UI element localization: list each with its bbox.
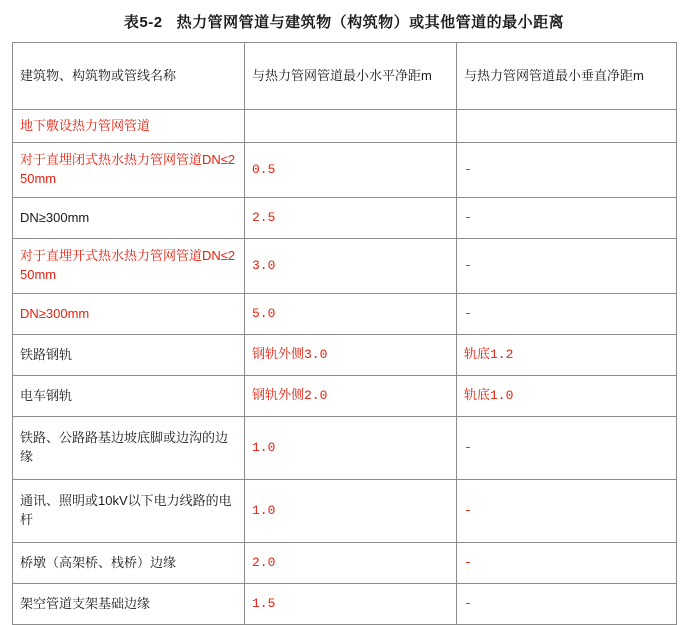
row-horizontal-value: 0.5	[252, 161, 276, 177]
row-name-text: 通讯、照明或10kV以下电力线路的电杆	[20, 493, 232, 527]
table-title-text: 热力管网管道与建筑物（构筑物）或其他管道的最小距离	[176, 14, 565, 31]
row-vertical-value: 轨底1.2	[464, 346, 514, 362]
table-row	[13, 239, 677, 294]
row-name-cell	[13, 294, 245, 335]
row-vertical-cell	[457, 335, 677, 376]
row-name-text: 桥墩（高架桥、栈桥）边缘	[20, 554, 177, 570]
row-vertical-cell	[457, 143, 677, 198]
row-vertical-cell	[457, 417, 677, 480]
row-horizontal-value: 1.0	[252, 439, 276, 455]
table-row	[13, 543, 677, 584]
row-name-cell	[13, 198, 245, 239]
row-horizontal-cell	[245, 335, 457, 376]
row-horizontal-cell	[245, 294, 457, 335]
row-vertical-cell	[457, 584, 677, 625]
table-row	[13, 335, 677, 376]
row-horizontal-value: 钢轨外侧2.0	[252, 387, 328, 403]
table-number: 表5-2	[123, 14, 163, 31]
row-name-text: 铁路、公路路基边坡底脚或边沟的边缘	[20, 430, 229, 464]
row-name-cell	[13, 143, 245, 198]
row-vertical-cell	[457, 480, 677, 543]
row-horizontal-value: 5.0	[252, 305, 276, 321]
table-header-row	[13, 43, 677, 110]
table-row	[13, 480, 677, 543]
row-name-cell	[13, 584, 245, 625]
table-row	[13, 417, 677, 480]
row-vertical-cell	[457, 110, 677, 143]
row-vertical-cell	[457, 198, 677, 239]
row-name-cell	[13, 239, 245, 294]
row-vertical-value: -	[464, 502, 472, 518]
column-header-name: 建筑物、构筑物或管线名称	[13, 43, 245, 110]
row-name-cell	[13, 480, 245, 543]
row-vertical-value: -	[464, 161, 472, 177]
table-row	[13, 143, 677, 198]
row-name-text: 架空管道支架基础边缘	[20, 595, 151, 611]
row-name-text: 地下敷设热力管网管道	[20, 117, 151, 133]
row-vertical-value: -	[464, 305, 472, 321]
row-name-text: DN≥300mm	[20, 305, 90, 321]
table-row	[13, 376, 677, 417]
distance-table	[12, 42, 677, 625]
row-vertical-value: -	[464, 209, 472, 225]
row-name-text: DN≥300mm	[20, 209, 90, 225]
row-horizontal-cell	[245, 584, 457, 625]
page-title	[12, 0, 676, 42]
row-name-cell	[13, 376, 245, 417]
row-vertical-cell	[457, 543, 677, 584]
row-horizontal-cell	[245, 480, 457, 543]
row-vertical-cell	[457, 376, 677, 417]
row-name-text: 对于直埋闭式热水热力管网管道DN≤250mm	[20, 152, 236, 186]
row-horizontal-value: 2.0	[252, 554, 276, 570]
table-row	[13, 110, 677, 143]
row-vertical-cell	[457, 294, 677, 335]
row-vertical-cell	[457, 239, 677, 294]
column-header-vertical: 与热力管网管道最小垂直净距m	[457, 43, 677, 110]
row-horizontal-cell	[245, 417, 457, 480]
row-horizontal-value: 2.5	[252, 209, 276, 225]
row-horizontal-cell	[245, 110, 457, 143]
row-horizontal-value: 3.0	[252, 257, 276, 273]
row-horizontal-value: 1.0	[252, 502, 276, 518]
row-vertical-value: -	[464, 595, 472, 611]
row-horizontal-cell	[245, 198, 457, 239]
row-horizontal-value: 1.5	[252, 595, 276, 611]
table-row	[13, 198, 677, 239]
row-name-text: 铁路钢轨	[20, 346, 73, 362]
row-vertical-value: -	[464, 439, 472, 455]
row-name-cell	[13, 417, 245, 480]
row-horizontal-cell	[245, 376, 457, 417]
row-vertical-value: -	[464, 554, 472, 570]
row-name-cell	[13, 543, 245, 584]
row-name-text: 对于直埋开式热水热力管网管道DN≤250mm	[20, 248, 236, 282]
row-vertical-value: 轨底1.0	[464, 387, 514, 403]
row-horizontal-cell	[245, 239, 457, 294]
row-horizontal-value: 钢轨外侧3.0	[252, 346, 328, 362]
row-name-text: 电车钢轨	[20, 387, 73, 403]
row-name-cell	[13, 110, 245, 143]
table-body	[13, 43, 677, 625]
table-row	[13, 294, 677, 335]
table-row	[13, 584, 677, 625]
row-horizontal-cell	[245, 143, 457, 198]
row-horizontal-cell	[245, 543, 457, 584]
row-name-cell	[13, 335, 245, 376]
column-header-horizontal: 与热力管网管道最小水平净距m	[245, 43, 457, 110]
row-vertical-value: -	[464, 257, 472, 273]
